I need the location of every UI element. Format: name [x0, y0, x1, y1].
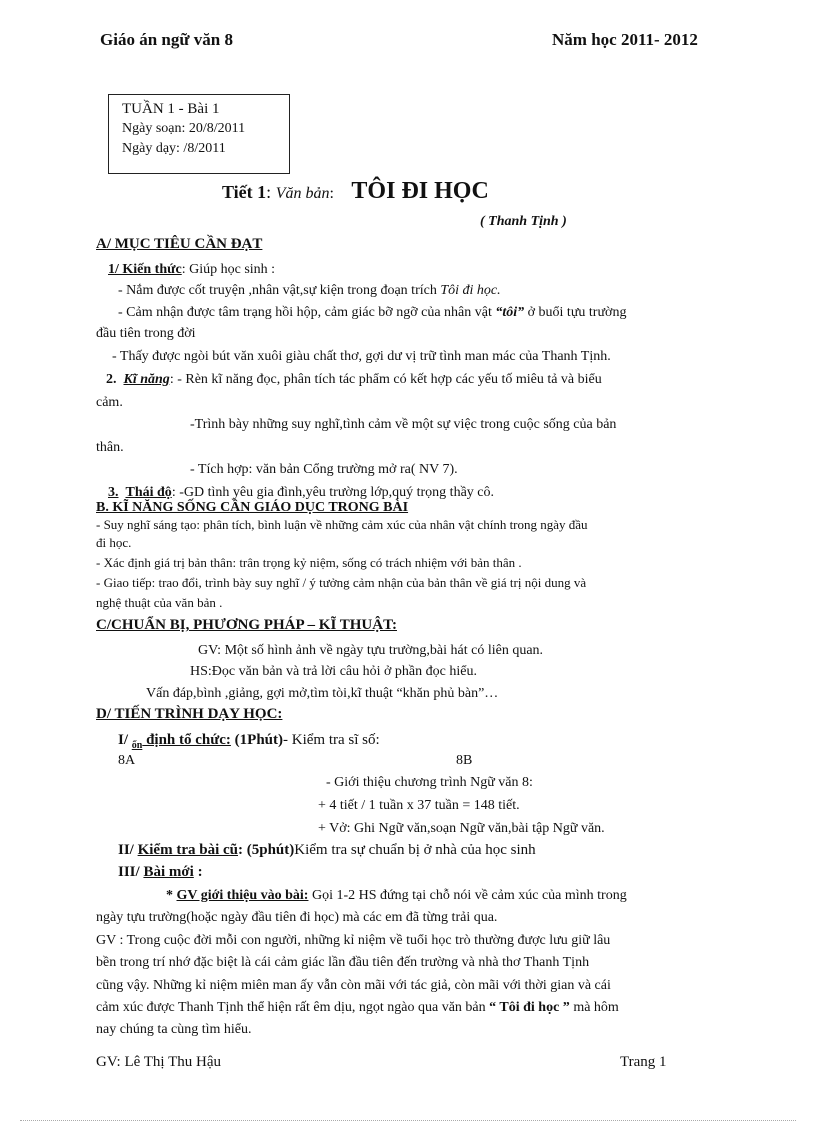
intro-label: GV giới thiệu vào bài:	[176, 888, 309, 903]
step-1-title: định tổ chức:	[142, 732, 231, 748]
paragraph-line-4-c: mà hôm	[569, 1000, 619, 1015]
intro-star: *	[166, 888, 177, 903]
paragraph-line-1: GV : Trong cuộc đời mỗi con người, những kỉ niệm về tuổi học trò thường được lưu giữ lâu	[96, 933, 611, 948]
class-8a: 8A	[118, 753, 136, 768]
intro-text: Gọi 1-2 HS đứng tại chỗ nói về cảm xúc của mình trong	[308, 888, 627, 903]
paragraph-line-4	[96, 997, 619, 1018]
life-skill-3: - Giao tiếp: trao đổi, trình bày suy nghĩ / ý tưởng cảm nhận của bản thân về giá trị nội dung và	[96, 575, 587, 590]
prep-methods: Vấn đáp,bình ,giảng, gợi mở,tìm tòi,kĩ thuật “khăn phủ bàn”…	[146, 686, 499, 701]
box-prep-date: Ngày soạn: 20/8/2011	[122, 121, 246, 136]
intro-line-1	[166, 885, 627, 906]
paragraph-line-4-title: “ Tôi đi học ”	[489, 1000, 570, 1015]
knowledge-item-2-text: - Cảm nhận được tâm trạng hồi hộp, cảm giác bỡ ngỡ của nhân vật	[118, 305, 496, 320]
skill-num: 2.	[106, 372, 117, 387]
header-left: Giáo án ngữ văn 8	[100, 30, 234, 49]
lesson-info-box	[108, 94, 290, 174]
class-8b: 8B	[456, 753, 473, 768]
step-3-heading	[118, 862, 203, 883]
knowledge-heading	[108, 259, 275, 280]
skill-text: : - Rèn kĩ năng đọc, phân tích tác phẩm có kết hợp các yếu tố miêu tả và biểu	[169, 372, 602, 387]
prep-teacher: GV: Một số hình ảnh về ngày tựu trường,bài hát có liên quan.	[198, 643, 544, 658]
step-2-label: II/	[118, 842, 138, 858]
skill-label: Kĩ năng	[123, 372, 170, 387]
step-1-text: - Kiểm tra sĩ số:	[283, 732, 380, 748]
step-3-title: Bài mới	[143, 864, 194, 880]
step-3-colon: :	[193, 864, 203, 880]
attitude-label: Thái độ	[125, 485, 172, 500]
knowledge-item-2-rest: ở buổi tựu trường	[524, 305, 627, 320]
life-skill-2: - Xác định giá trị bản thân: trân trọng kỷ niệm, sống có trách nhiệm với bản thân .	[96, 555, 522, 570]
section-c-heading: C/CHUẨN BỊ, PHƯƠNG PHÁP – KĨ THUẬT:	[96, 617, 397, 633]
knowledge-item-3: - Thấy được ngòi bút văn xuôi giàu chất thơ, gợi dư vị trữ tình man mác của Thanh Tịnh.	[112, 349, 611, 364]
knowledge-intro: : Giúp học sinh :	[181, 262, 276, 277]
skill-item-2-cont: thân.	[96, 440, 124, 455]
life-skill-1: - Suy nghĩ sáng tạo: phân tích, bình luận về những cảm xúc của nhân vật chính trong ngày đầu	[96, 517, 588, 532]
paragraph-line-2: bền trong trí nhớ đặc biệt là cái cảm giác lần đầu tiên đến trường và nhà thơ Thanh Tịnh	[96, 955, 590, 970]
step-1-heading	[118, 730, 380, 756]
program-periods: + 4 tiết / 1 tuần x 37 tuần = 148 tiết.	[318, 798, 520, 813]
paragraph-line-3: cũng vậy. Những kỉ niệm miên man ấy vẫn còn mãi với tác giả, còn mãi với thời gian và cái	[96, 978, 611, 993]
life-skill-1-cont: đi học.	[96, 535, 132, 550]
title-vanban: Văn bản	[275, 185, 330, 202]
title-colon: :	[266, 182, 276, 202]
step-2-text: Kiểm tra sự chuẩn bị ở nhà của học sinh	[294, 842, 536, 858]
paragraph-line-4-a: cảm xúc được Thanh Tịnh thể hiện rất êm dịu, ngọt ngào qua văn bản	[96, 1000, 490, 1015]
step-2-heading	[118, 840, 536, 861]
intro-line-2: ngày tựu trường(hoặc ngày đầu tiên đi học) mà các em đã từng trải qua.	[96, 910, 498, 925]
footer-page-number: Trang 1	[620, 1054, 667, 1070]
knowledge-item-2	[118, 302, 626, 323]
skill-item-3: - Tích hợp: văn bản Cổng trường mở ra( NV 7).	[190, 462, 458, 477]
section-d-heading: D/ TIẾN TRÌNH DẠY HỌC:	[96, 706, 283, 722]
life-skill-3-cont: nghệ thuật của văn bản .	[96, 595, 223, 610]
box-week: TUẦN 1 - Bài 1	[122, 101, 220, 117]
skill-heading	[106, 369, 602, 390]
header-right: Năm học 2011- 2012	[552, 30, 698, 49]
skill-text-cont: cảm.	[96, 395, 123, 410]
title-name: TÔI ĐI HỌC	[351, 178, 489, 204]
attitude-text: : -GD tình yêu gia đình,yêu trường lớp,quý trọng thầy cô.	[171, 485, 494, 500]
step-3-label: III/	[118, 864, 144, 880]
paragraph-line-5: nay chúng ta cùng tìm hiểu.	[96, 1022, 252, 1037]
lesson-title	[222, 178, 489, 205]
prep-student: HS:Đọc văn bản và trả lời câu hỏi ở phần đọc hiểu.	[190, 664, 477, 679]
knowledge-item-2-quote: “tôi”	[495, 305, 525, 320]
knowledge-label: 1/ Kiến thức	[108, 262, 182, 277]
attitude-num: 3.	[108, 485, 119, 500]
step-2-time: : (5phút)	[238, 842, 295, 858]
skill-item-2: -Trình bày những suy nghĩ,tình cảm về một sự việc trong cuộc sống của bản	[190, 417, 617, 432]
box-teach-date: Ngày dạy: /8/2011	[122, 141, 226, 156]
program-notebooks: + Vở: Ghi Ngữ văn,soạn Ngữ văn,bài tập Ngữ văn.	[318, 821, 605, 836]
step-1-sub: ổn	[131, 740, 143, 751]
knowledge-item-2-cont: đầu tiên trong đời	[96, 326, 196, 341]
knowledge-item-1-title: Tôi đi học.	[440, 283, 501, 298]
title-tiet: Tiết 1	[222, 182, 267, 202]
step-1-label: I/	[118, 732, 132, 748]
step-2-title: Kiểm tra bài cũ	[137, 842, 238, 858]
section-b-heading: B. KĨ NĂNG SỐNG CẦN GIÁO DỤC TRONG BÀI	[96, 500, 409, 515]
knowledge-item-1	[118, 280, 501, 301]
program-intro: - Giới thiệu chương trình Ngữ văn 8:	[326, 775, 533, 790]
title-author: ( Thanh Tịnh )	[480, 214, 567, 229]
section-a-heading: A/ MỤC TIÊU CẦN ĐẠT	[96, 236, 263, 252]
footer-teacher: GV: Lê Thị Thu Hậu	[96, 1054, 221, 1070]
knowledge-item-1-text: - Nắm được cốt truyện ,nhân vật,sự kiện trong đoạn trích	[118, 283, 441, 298]
title-colon2: :	[329, 185, 334, 202]
step-1-time: (1Phút)	[230, 732, 284, 748]
page-bottom-divider	[20, 1120, 796, 1121]
